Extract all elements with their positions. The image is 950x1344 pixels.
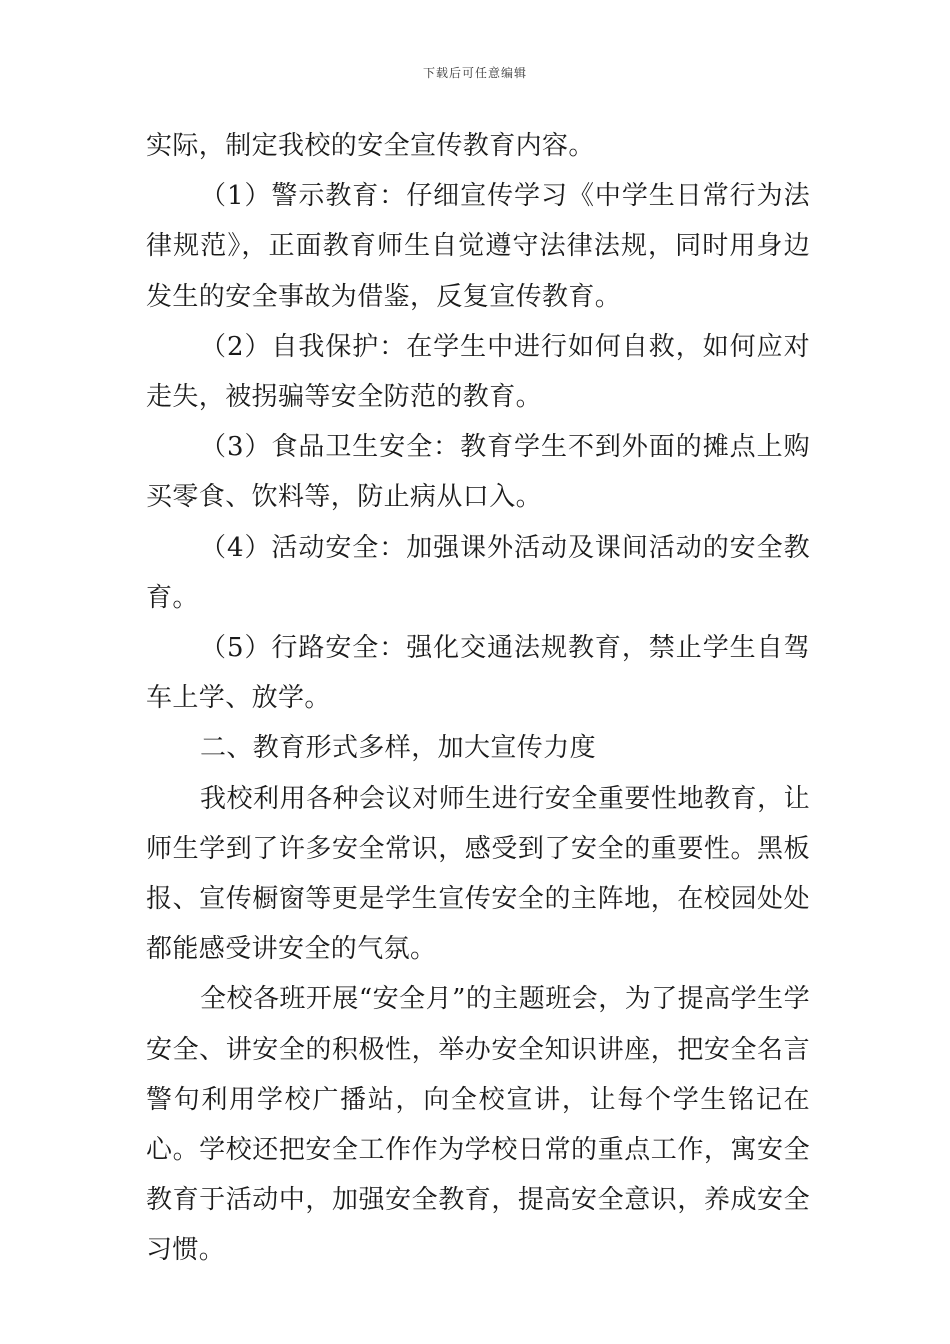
document-body	[146, 121, 810, 1276]
paragraph-self-protection: （2）自我保护：在学生中进行如何自救，如何应对走失，被拐骗等安全防范的教育。	[146, 331, 810, 413]
paragraph-meetings: 我校利用各种会议对师生进行安全重要性地教育，让师生学到了许多安全常识，感受到了安全的重要性。黑板报、宣传橱窗等更是学生宣传安全的主阵地，在校园处处都能感受讲安全的气氛。	[146, 783, 810, 965]
paragraph-warning-education: （1）警示教育：仔细宣传学习《中学生日常行为法律规范》，正面教育师生自觉遵守法律法规，同时用身边发生的安全事故为借鉴，反复宣传教育。	[146, 181, 810, 312]
paragraph-food-safety: （3）食品卫生安全：教育学生不到外面的摊点上购买零食、饮料等，防止病从口入。	[146, 432, 810, 513]
paragraph-activity-safety: （4）活动安全：加强课外活动及课间活动的安全教育。	[146, 532, 810, 613]
paragraph-road-safety: （5）行路安全：强化交通法规教育，禁止学生自驾车上学、放学。	[146, 633, 810, 714]
paragraph-continuation: 实际，制定我校的安全宣传教育内容。	[146, 131, 595, 161]
page-header: 下载后可任意编辑	[422, 66, 527, 80]
section-heading-2: 二、教育形式多样，加大宣传力度	[200, 733, 597, 764]
paragraph-class-meetings: 全校各班开展“安全月”的主题班会，为了提高学生学安全、讲安全的积极性，举办安全知识讲座，把安全名言警句利用学校广播站，向全校宣讲，让每个学生铭记在心。学校还把安全工作作为学校日常的重点工作，寓安全教育于活动中，加强安全教育，提高安全意识，养成安全习惯。	[146, 984, 810, 1266]
